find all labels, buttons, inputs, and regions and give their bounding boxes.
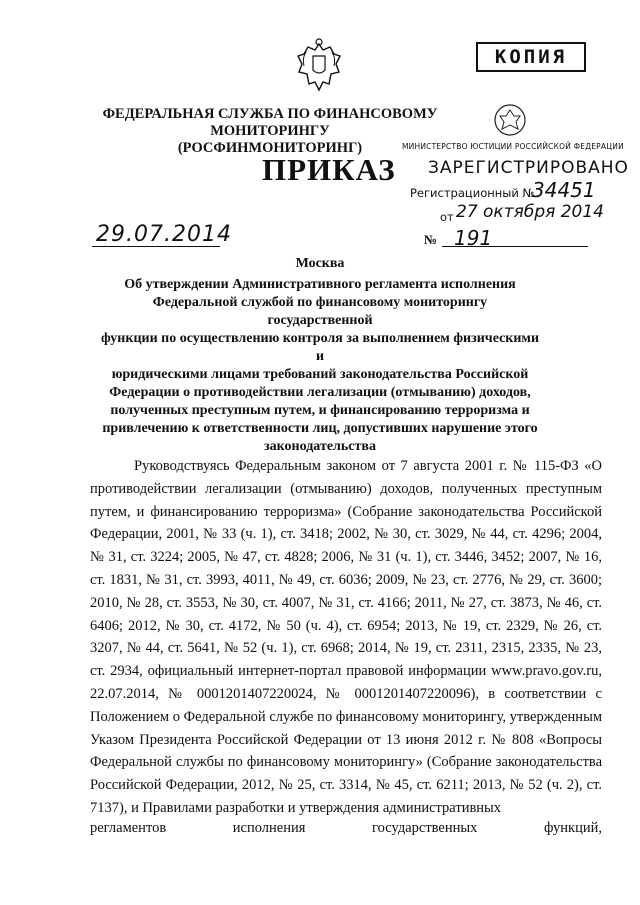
body-word: исполнения [232, 820, 306, 836]
stamp-ministry: МИНИСТЕРСТВО ЮСТИЦИИ РОССИЙСКОЙ ФЕДЕРАЦИИ [402, 142, 624, 151]
date-underline [92, 246, 220, 247]
coat-of-arms-emblem [296, 38, 342, 94]
city: Москва [295, 256, 345, 271]
order-number-label: № [424, 232, 438, 247]
title-line: полученных преступным путем, и финансированию терроризма и [110, 403, 530, 418]
body-paragraph: Руководствуясь Федеральным законом от 7 августа 2001 г. № 115-ФЗ «О противодействии легализации (отмыванию) доходов, полученных преступным путем, и финансированию терроризма» (Собрание законодательства Российской Федерации, 2001, № 33 (ч. 1), ст. 3418; 2002, № 30, ст. 3029, № 44, ст. 4296; 2004, № 31, ст. 3224; 2005, № 47, ст. 4828; 2006, № 31 (ч. 1), ст. 3446, 3452; 2007, № 16, ст. 1831, № 31, ст. 3993, 4011, № 49, ст. 6036; 2009, № 23, ст. 2776, № 29, ст. 3600; 2010, № 28, ст. 3553, № 30, ст. 4007, № 31, ст. 4166; 2011, № 27, ст. 3873, № 46, ст. 6406; 2012, № 30, ст. 4172, № 50 (ч. 4), ст. 6954; 2013, № 19, ст. 2329, № 26, ст. 3207, № 44, ст. 5641, № 52 (ч. 1), ст. 6968; 2014, № 19, ст. 2311, 2315, 2335, № 23, ст. 2934, официальный интернет-портал правовой информации www.pravo.gov.ru, 22.07.2014, № 0001201407220024, № 0001201407220096), в соответствии с Положением о Федеральной службе по финансовому мониторингу, утвержденным Указом Президента Российской Федерации от 13 июня 2012 г. № 808 «Вопросы Федеральной службы по финансовому мониторингу» (Собрание законодательства Российской Федерации, 2012, № 25, ст. 3314, № 45, ст. 6211; 2013, № 52 (ч. 2), ст. 7137), и Правилами разработки и утверждения административных [90, 458, 602, 816]
title-line: Федерации о противодействии легализации (отмыванию) доходов, [109, 385, 531, 400]
body-last-line [90, 820, 602, 837]
title-line: юридическими лицами требований законодательства Российской [111, 367, 529, 382]
stamp-reg-date: 27 октября 2014 [456, 202, 605, 222]
stamp-reg-label: Регистрационный № [410, 186, 535, 200]
order-title [100, 276, 540, 456]
body-word: государственных [372, 820, 478, 836]
title-line: Об утверждении Административного регламента исполнения [124, 277, 516, 292]
order-number: 191 [454, 226, 493, 250]
order-date: 29.07.2014 [96, 222, 232, 247]
registration-stamp [392, 98, 629, 238]
agency-line: ФЕДЕРАЛЬНАЯ СЛУЖБА ПО ФИНАНСОВОМУ МОНИТОРИНГУ [102, 106, 438, 139]
title-line: законодательства [264, 439, 376, 454]
agency-line: (РОСФИНМОНИТОРИНГ) [177, 140, 363, 156]
stamp-reg-number: 34451 [532, 178, 596, 202]
title-line: привлечению к ответственности лиц, допустивших нарушение этого [102, 421, 538, 436]
copy-stamp: КОПИЯ [476, 42, 586, 72]
body-word: регламентов [90, 820, 167, 836]
number-underline [442, 246, 588, 247]
title-line: функции по осуществлению контроля за выполнением физическими и [100, 331, 540, 364]
body-word: функций, [543, 820, 602, 836]
seal-emblem-icon [492, 102, 528, 138]
stamp-status: ЗАРЕГИСТРИРОВАНО [428, 158, 629, 178]
stamp-date-label: от [440, 210, 454, 224]
body-text [90, 455, 602, 820]
document-type: ПРИКАЗ [262, 152, 396, 187]
title-line: Федеральной службой по финансовому мониторингу государственной [152, 295, 488, 328]
